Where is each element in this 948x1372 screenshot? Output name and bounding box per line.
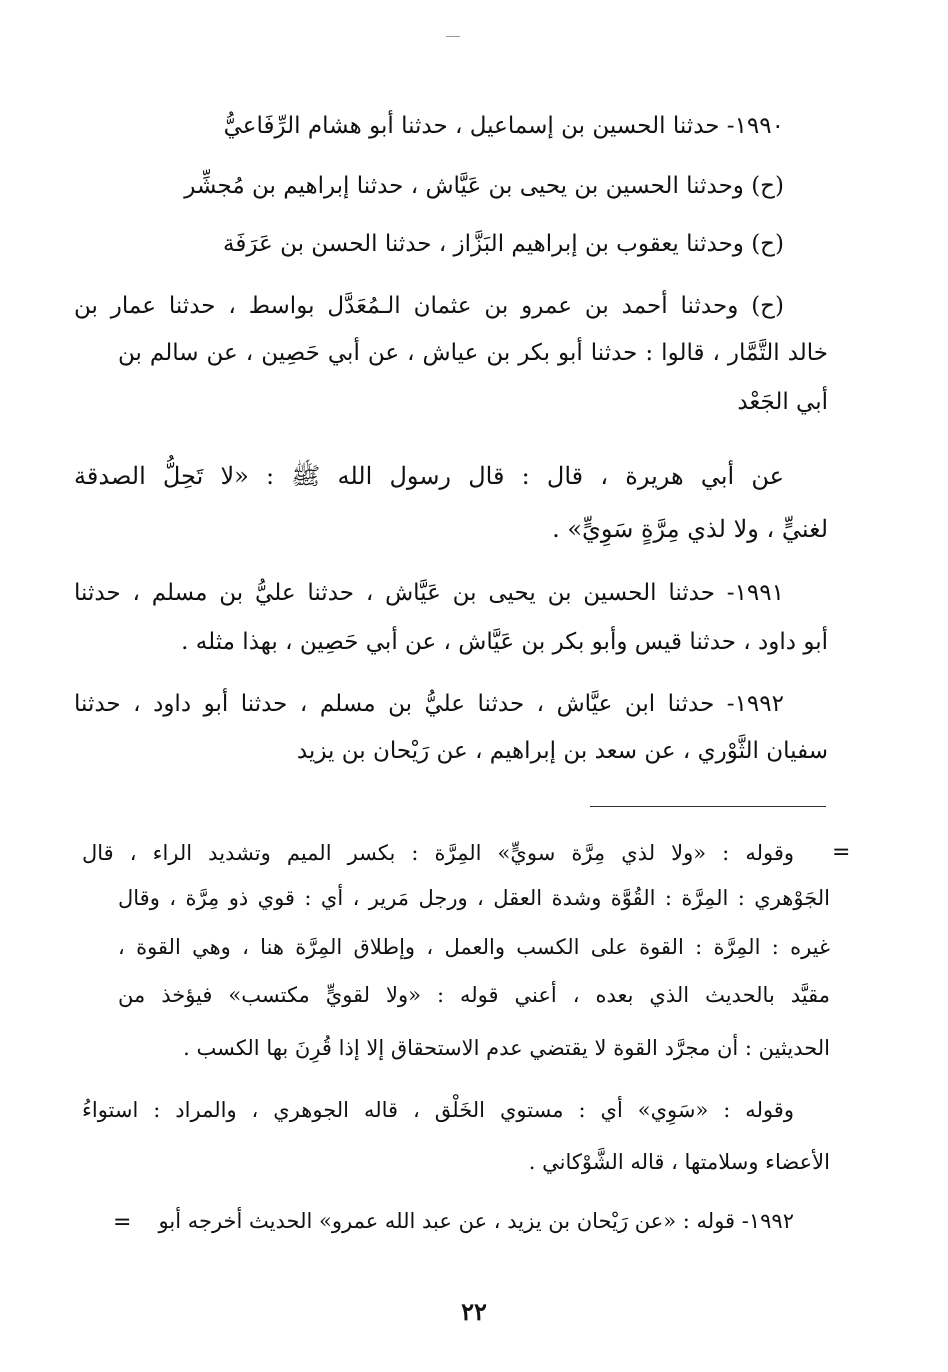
body-line: أبي الجَعْد: [737, 389, 828, 415]
footnote-line: الأعضاء وسلامتها ، قاله الشَّوْكاني .: [528, 1150, 830, 1174]
footnote-line: ١٩٩٢- قوله : «عن رَيْحان بن يزيد ، عن عبد الله عمرو» الحديث أخرجه أبو: [158, 1209, 794, 1233]
body-line: أبو داود ، حدثنا قيس وأبو بكر بن عَيَّاش ، عن أبي حَصِين ، بهذا مثله .: [181, 629, 828, 655]
body-line: (ح) وحدثنا الحسين بن يحيى بن عَيَّاش ، حدثنا إبراهيم بن مُجشِّر: [184, 173, 784, 199]
body-line: خالد التَّمَّار ، قالوا : حدثنا أبو بكر بن عياش ، عن أبي حَصِين ، عن سالم بن: [118, 340, 828, 366]
body-line: سفيان الثَّوْري ، عن سعد بن إبراهيم ، عن رَيْحان بن يزيد: [296, 738, 828, 764]
body-line: (ح) وحدثنا يعقوب بن إبراهيم البَزَّاز ، حدثنا الحسن بن عَرَفَة: [223, 231, 784, 257]
footnote-line: وقوله : «ولا لذي مِرَّة سويٍّ» المِرَّة : بكسر الميم وتشديد الراء ، قال: [82, 841, 794, 865]
page-number: ٢٢: [461, 1297, 487, 1326]
body-line: (ح) وحدثنا أحمد بن عمرو بن عثمان الـمُعَدَّل بواسط ، حدثنا عمار بن: [74, 293, 784, 319]
body-line: ١٩٩٠- حدثنا الحسين بن إسماعيل ، حدثنا أبو هشام الرِّفَاعيُّ: [223, 113, 784, 139]
footnote-continuation-mark: =: [832, 840, 851, 865]
body-line: ١٩٩١- حدثنا الحسين بن يحيى بن عَيَّاش ، حدثنا عليُّ بن مسلم ، حدثنا: [74, 580, 784, 606]
footnote-line: الحديثين : أن مجرَّد القوة لا يقتضي عدم الاستحقاق إلا إذا قُرِنَ بها الكسب .: [183, 1036, 830, 1060]
footnote-line: وقوله : «سَوِي» أي : مستوي الخَلْق ، قاله الجوهري ، والمراد : استواءُ: [82, 1098, 794, 1122]
top-mark: [446, 36, 460, 37]
footnote-line: الجَوْهري : المِرَّة : القُوَّة وشدة العقل ، ورجل مَرير ، أي : قوي ذو مِرَّة ، وقال: [118, 886, 830, 910]
hadith-line: عن أبي هريرة ، قال : قال رسول الله ﷺ : «لا تَحِلُّ الصدقة: [74, 462, 784, 490]
footnote-line: مقيَّد بالحديث الذي بعده ، أعني قوله : «ولا لقويٍّ مكتسب» فيؤخذ من: [118, 983, 830, 1007]
body-line: ١٩٩٢- حدثنا ابن عيَّاش ، حدثنا عليُّ بن مسلم ، حدثنا أبو داود ، حدثنا: [74, 691, 784, 717]
footnote-separator: [590, 806, 826, 807]
footnote-line: غيره : المِرَّة : القوة على الكسب والعمل ، وإطلاق المِرَّة هنا ، وهي القوة ،: [118, 935, 830, 959]
hadith-line: لغنيٍّ ، ولا لذي مِرَّةٍ سَوِيٍّ» .: [552, 515, 828, 543]
footnote-continuation-mark: =: [113, 1210, 132, 1235]
